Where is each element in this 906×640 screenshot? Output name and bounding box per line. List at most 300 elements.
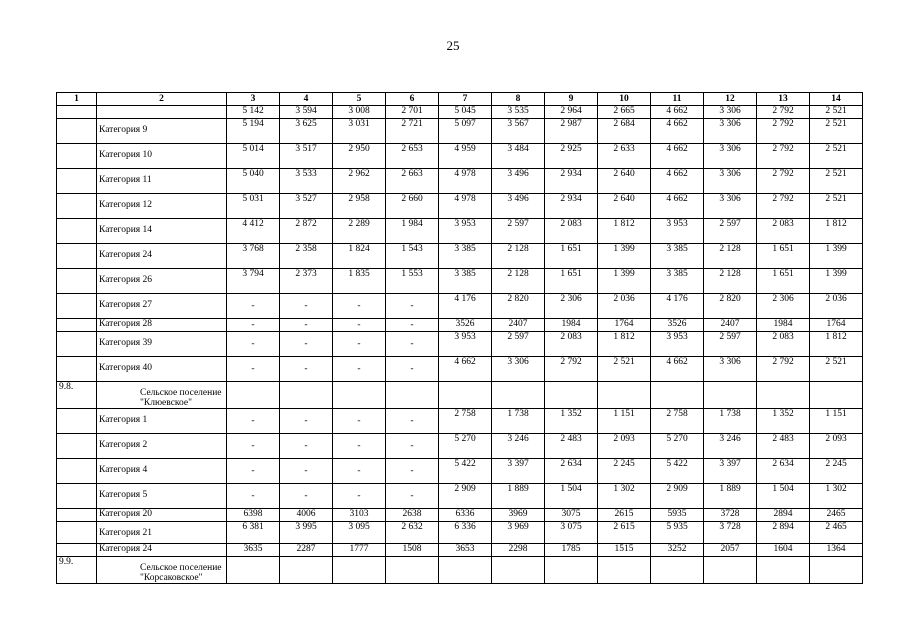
table-cell: 1 399	[810, 269, 863, 294]
table-cell: 2 792	[757, 106, 810, 119]
table-cell: 3 095	[333, 522, 386, 544]
row-label: Категория 20	[97, 509, 227, 522]
table-cell: -	[280, 484, 333, 509]
table-cell: 5 422	[439, 459, 492, 484]
table-cell: 4 176	[439, 294, 492, 319]
table-cell: 1 504	[545, 484, 598, 509]
row-code	[57, 484, 97, 509]
table-cell: 2 792	[545, 357, 598, 382]
table-cell: 2 987	[545, 119, 598, 144]
table-cell: 4 662	[651, 119, 704, 144]
table-row	[57, 332, 863, 357]
table-cell: -	[333, 484, 386, 509]
table-cell: 4 662	[439, 357, 492, 382]
row-code	[57, 194, 97, 219]
row-label: Категория 39	[97, 332, 227, 357]
table-cell: 1 812	[810, 332, 863, 357]
table-cell	[386, 557, 439, 584]
table-cell: 2 640	[598, 194, 651, 219]
row-label: Категория 21	[97, 522, 227, 544]
table-cell: 2894	[757, 509, 810, 522]
row-label: Категория 9	[97, 119, 227, 144]
table-cell: 3526	[651, 319, 704, 332]
table-cell: 2 128	[492, 269, 545, 294]
table-cell: 1 889	[492, 484, 545, 509]
row-code	[57, 119, 97, 144]
table-cell: 2 597	[704, 219, 757, 244]
table-cell: -	[386, 357, 439, 382]
row-label: Категория 1	[97, 409, 227, 434]
table-row	[57, 459, 863, 484]
table-cell: 3 496	[492, 194, 545, 219]
column-header: 13	[757, 93, 810, 106]
table-cell: 3252	[651, 544, 704, 557]
column-header: 1	[57, 93, 97, 106]
table-cell: 4 662	[651, 144, 704, 169]
table-cell: 3 728	[704, 522, 757, 544]
table-cell: -	[333, 319, 386, 332]
table-cell	[492, 382, 545, 409]
table-cell: 2407	[492, 319, 545, 332]
table-cell: 3 953	[651, 219, 704, 244]
table-cell: 1777	[333, 544, 386, 557]
column-header: 14	[810, 93, 863, 106]
table-cell: 2 633	[598, 144, 651, 169]
row-code	[57, 544, 97, 557]
table-cell: 2 373	[280, 269, 333, 294]
table-row	[57, 119, 863, 144]
table-cell: 1 738	[492, 409, 545, 434]
table-cell: 1 812	[598, 219, 651, 244]
column-header: 9	[545, 93, 598, 106]
table-cell: 4 978	[439, 194, 492, 219]
table-cell: 1764	[810, 319, 863, 332]
table-cell: 2638	[386, 509, 439, 522]
table-cell: -	[280, 434, 333, 459]
row-code	[57, 434, 97, 459]
table-cell: -	[280, 409, 333, 434]
row-code	[57, 509, 97, 522]
table-cell: 1 984	[386, 219, 439, 244]
table-cell: 2 958	[333, 194, 386, 219]
table-cell: 3 594	[280, 106, 333, 119]
table-cell: 3969	[492, 509, 545, 522]
table-cell: 2 083	[545, 219, 598, 244]
table-cell: 3653	[439, 544, 492, 557]
table-cell: 3 306	[704, 144, 757, 169]
table-cell: 3 385	[439, 244, 492, 269]
table-cell: 2287	[280, 544, 333, 557]
row-label: Сельское поселение "Клюевское"	[97, 382, 227, 409]
table-cell: 2407	[704, 319, 757, 332]
table-row	[57, 269, 863, 294]
table-cell: 2 820	[492, 294, 545, 319]
table-cell: 2298	[492, 544, 545, 557]
table-row	[57, 106, 863, 119]
table-cell: 3 306	[704, 119, 757, 144]
table-cell: 5 194	[227, 119, 280, 144]
table-cell: 2 521	[810, 169, 863, 194]
table-cell: -	[280, 294, 333, 319]
column-header: 2	[97, 93, 227, 106]
table-cell: 2 521	[810, 144, 863, 169]
table-cell: 4006	[280, 509, 333, 522]
table-cell: 2 820	[704, 294, 757, 319]
table-cell: 2 521	[810, 194, 863, 219]
table-cell: 2 083	[757, 332, 810, 357]
table-cell: 2 950	[333, 144, 386, 169]
table-cell: 2 521	[598, 357, 651, 382]
page-number: 25	[446, 38, 460, 53]
table-cell: 2 909	[439, 484, 492, 509]
table-cell: 3 484	[492, 144, 545, 169]
table-row	[57, 544, 863, 557]
table-cell: 2 665	[598, 106, 651, 119]
table-row	[57, 409, 863, 434]
table-cell: 1764	[598, 319, 651, 332]
table-cell: 2 925	[545, 144, 598, 169]
table-cell: 4 176	[651, 294, 704, 319]
table-cell: -	[280, 332, 333, 357]
table-cell: 2 632	[386, 522, 439, 544]
table-cell: 2 093	[598, 434, 651, 459]
table-cell: 3 306	[704, 106, 757, 119]
table-cell: 1 504	[757, 484, 810, 509]
table-cell: 3728	[704, 509, 757, 522]
table-cell: 1 651	[545, 269, 598, 294]
table-cell: -	[386, 434, 439, 459]
table-row	[57, 557, 863, 584]
table-cell: 3 625	[280, 119, 333, 144]
table-cell: 2 615	[598, 522, 651, 544]
table-cell: 1 651	[757, 269, 810, 294]
table-cell: 5 422	[651, 459, 704, 484]
table-cell: 2 792	[757, 119, 810, 144]
table-row	[57, 522, 863, 544]
table-cell: -	[227, 459, 280, 484]
table-cell	[651, 382, 704, 409]
table-cell: 3075	[545, 509, 598, 522]
table-cell	[651, 557, 704, 584]
table-cell: -	[227, 409, 280, 434]
table-cell: 2 093	[810, 434, 863, 459]
row-code	[57, 332, 97, 357]
table-cell: 3 567	[492, 119, 545, 144]
column-header: 3	[227, 93, 280, 106]
table-cell: 2 597	[492, 332, 545, 357]
table-cell: 2 934	[545, 194, 598, 219]
table-cell: 3635	[227, 544, 280, 557]
table-cell: 2 758	[651, 409, 704, 434]
table-cell: 2 483	[757, 434, 810, 459]
table-cell: 6 336	[439, 522, 492, 544]
table-cell: 2 660	[386, 194, 439, 219]
row-label: Категория 26	[97, 269, 227, 294]
table-cell: 2 597	[704, 332, 757, 357]
row-code	[57, 357, 97, 382]
row-code: 9.8.	[57, 382, 97, 409]
table-cell: 2 083	[757, 219, 810, 244]
row-code	[57, 219, 97, 244]
table-cell	[598, 382, 651, 409]
table-row	[57, 319, 863, 332]
table-cell: 5 097	[439, 119, 492, 144]
column-header: 7	[439, 93, 492, 106]
table-cell: 2 128	[492, 244, 545, 269]
table-cell	[280, 557, 333, 584]
table-cell: -	[227, 319, 280, 332]
table-cell: -	[333, 459, 386, 484]
table-cell: 3 533	[280, 169, 333, 194]
table-cell: 1984	[757, 319, 810, 332]
table-cell: 2 721	[386, 119, 439, 144]
table-cell: 3 385	[651, 269, 704, 294]
row-label: Категория 5	[97, 484, 227, 509]
table-cell: 3 306	[492, 357, 545, 382]
table-cell	[386, 382, 439, 409]
table-row	[57, 219, 863, 244]
table-cell: 2 521	[810, 357, 863, 382]
table-cell	[280, 382, 333, 409]
table-cell	[333, 557, 386, 584]
table-cell	[757, 557, 810, 584]
table-row	[57, 294, 863, 319]
column-header: 11	[651, 93, 704, 106]
row-label: Категория 28	[97, 319, 227, 332]
row-label: Категория 4	[97, 459, 227, 484]
row-code	[57, 522, 97, 544]
table-cell: -	[227, 294, 280, 319]
table-cell: 5 270	[439, 434, 492, 459]
table-cell: 4 662	[651, 169, 704, 194]
table-cell: 5935	[651, 509, 704, 522]
column-header: 4	[280, 93, 333, 106]
table-cell	[333, 382, 386, 409]
table-cell: 1 824	[333, 244, 386, 269]
table-cell: 2 872	[280, 219, 333, 244]
table-cell: 1 651	[757, 244, 810, 269]
table-cell: -	[280, 357, 333, 382]
table-cell: 2 521	[810, 106, 863, 119]
table-cell: 3103	[333, 509, 386, 522]
row-code	[57, 144, 97, 169]
table-cell: 4 412	[227, 219, 280, 244]
table-cell: 4 978	[439, 169, 492, 194]
row-code	[57, 244, 97, 269]
table-cell: 3 246	[704, 434, 757, 459]
table-cell: -	[333, 332, 386, 357]
table-cell: 2 521	[810, 119, 863, 144]
table-row	[57, 244, 863, 269]
table-cell: 2 358	[280, 244, 333, 269]
table-cell: 5 935	[651, 522, 704, 544]
table-cell: 1984	[545, 319, 598, 332]
table-cell: 1 812	[598, 332, 651, 357]
table-row	[57, 144, 863, 169]
table-cell	[439, 382, 492, 409]
table-cell: 5 045	[439, 106, 492, 119]
tariff-table	[56, 92, 863, 584]
table-cell: 2 962	[333, 169, 386, 194]
table-row	[57, 434, 863, 459]
table-cell: 1 352	[545, 409, 598, 434]
table-cell	[598, 557, 651, 584]
table-cell: 2 289	[333, 219, 386, 244]
row-label: Категория 2	[97, 434, 227, 459]
table-cell: -	[386, 332, 439, 357]
table-cell: 1 835	[333, 269, 386, 294]
column-header: 10	[598, 93, 651, 106]
table-cell: 2 964	[545, 106, 598, 119]
table-cell: 2 758	[439, 409, 492, 434]
table-cell: 3 517	[280, 144, 333, 169]
table-cell: 3 306	[704, 169, 757, 194]
table-cell: 2 653	[386, 144, 439, 169]
table-cell: -	[280, 319, 333, 332]
table-cell: 1 352	[757, 409, 810, 434]
table-cell: -	[386, 294, 439, 319]
table-cell: 2 684	[598, 119, 651, 144]
row-code	[57, 409, 97, 434]
table-cell	[704, 557, 757, 584]
table-cell: 2 128	[704, 269, 757, 294]
table-cell: 3 496	[492, 169, 545, 194]
table-cell: 1604	[757, 544, 810, 557]
table-cell	[227, 557, 280, 584]
row-label: Категория 12	[97, 194, 227, 219]
table-cell: -	[227, 357, 280, 382]
table-cell: 3 075	[545, 522, 598, 544]
table-cell: 2 792	[757, 144, 810, 169]
table-cell: -	[386, 459, 439, 484]
table-cell: 1 302	[810, 484, 863, 509]
table-cell: 2 909	[651, 484, 704, 509]
row-label: Категория 27	[97, 294, 227, 319]
table-cell: 3 969	[492, 522, 545, 544]
column-header: 12	[704, 93, 757, 106]
table-cell: 4 662	[651, 357, 704, 382]
table-cell: 1 302	[598, 484, 651, 509]
table-cell: 1 651	[545, 244, 598, 269]
table-cell	[810, 382, 863, 409]
table-cell: 2615	[598, 509, 651, 522]
table-cell: 3526	[439, 319, 492, 332]
table-cell: 5 031	[227, 194, 280, 219]
table-cell	[545, 557, 598, 584]
row-label: Сельское поселение "Корсаковское"	[97, 557, 227, 584]
table-cell: 2 663	[386, 169, 439, 194]
table-cell: 3 953	[439, 332, 492, 357]
table-cell: 5 014	[227, 144, 280, 169]
table-cell: 3 768	[227, 244, 280, 269]
column-header: 5	[333, 93, 386, 106]
table-cell: 3 995	[280, 522, 333, 544]
row-label: Категория 24	[97, 244, 227, 269]
table-cell: 2057	[704, 544, 757, 557]
table-cell: 6398	[227, 509, 280, 522]
table-cell: -	[280, 459, 333, 484]
table-cell: 3 385	[439, 269, 492, 294]
table-cell: 2 245	[598, 459, 651, 484]
table-cell: 2 701	[386, 106, 439, 119]
table-cell: 3 953	[651, 332, 704, 357]
table-cell: 5 270	[651, 434, 704, 459]
table-row	[57, 382, 863, 409]
table-cell: 1 553	[386, 269, 439, 294]
table-cell: 1 889	[704, 484, 757, 509]
row-code: 9.9.	[57, 557, 97, 584]
table-header-row	[57, 93, 863, 106]
row-code	[57, 169, 97, 194]
row-label: Категория 40	[97, 357, 227, 382]
table-cell: 6 381	[227, 522, 280, 544]
table-cell: -	[386, 484, 439, 509]
table-row	[57, 194, 863, 219]
table-cell: 2 894	[757, 522, 810, 544]
table-cell: 2 245	[810, 459, 863, 484]
table-cell: -	[227, 434, 280, 459]
table-cell	[810, 557, 863, 584]
table-cell: 3 397	[704, 459, 757, 484]
table-cell: 2 465	[810, 522, 863, 544]
row-code	[57, 106, 97, 119]
row-code	[57, 294, 97, 319]
table-cell: 3 953	[439, 219, 492, 244]
table-cell: 4 662	[651, 106, 704, 119]
table-cell: 2 483	[545, 434, 598, 459]
table-cell	[492, 557, 545, 584]
table-cell: 2465	[810, 509, 863, 522]
table-cell	[227, 382, 280, 409]
table-cell: -	[333, 357, 386, 382]
table-cell: 2 634	[545, 459, 598, 484]
table-cell: -	[333, 409, 386, 434]
table-cell: 2 083	[545, 332, 598, 357]
table-cell	[704, 382, 757, 409]
table-cell: 2 306	[545, 294, 598, 319]
row-label	[97, 106, 227, 119]
table-cell: 3 246	[492, 434, 545, 459]
row-label: Категория 10	[97, 144, 227, 169]
row-code	[57, 319, 97, 332]
table-row	[57, 509, 863, 522]
table-cell: 2 597	[492, 219, 545, 244]
column-header: 8	[492, 93, 545, 106]
table-cell: 2 792	[757, 194, 810, 219]
table-cell: 2 640	[598, 169, 651, 194]
table-cell: 3 385	[651, 244, 704, 269]
table-cell: -	[333, 434, 386, 459]
table-cell: 3 306	[704, 194, 757, 219]
table-cell: 3 008	[333, 106, 386, 119]
table-cell: 2 792	[757, 357, 810, 382]
table-cell	[439, 557, 492, 584]
row-code	[57, 459, 97, 484]
table-cell: 3 527	[280, 194, 333, 219]
table-cell: -	[227, 332, 280, 357]
table-cell: 4 959	[439, 144, 492, 169]
table-cell: 3 794	[227, 269, 280, 294]
table-cell: 3 306	[704, 357, 757, 382]
column-header: 6	[386, 93, 439, 106]
table-cell: 1515	[598, 544, 651, 557]
table-cell: 1785	[545, 544, 598, 557]
table-cell: -	[386, 319, 439, 332]
table-cell: 1 151	[598, 409, 651, 434]
table-cell: 2 634	[757, 459, 810, 484]
table-cell: 3 535	[492, 106, 545, 119]
table-cell: 2 792	[757, 169, 810, 194]
